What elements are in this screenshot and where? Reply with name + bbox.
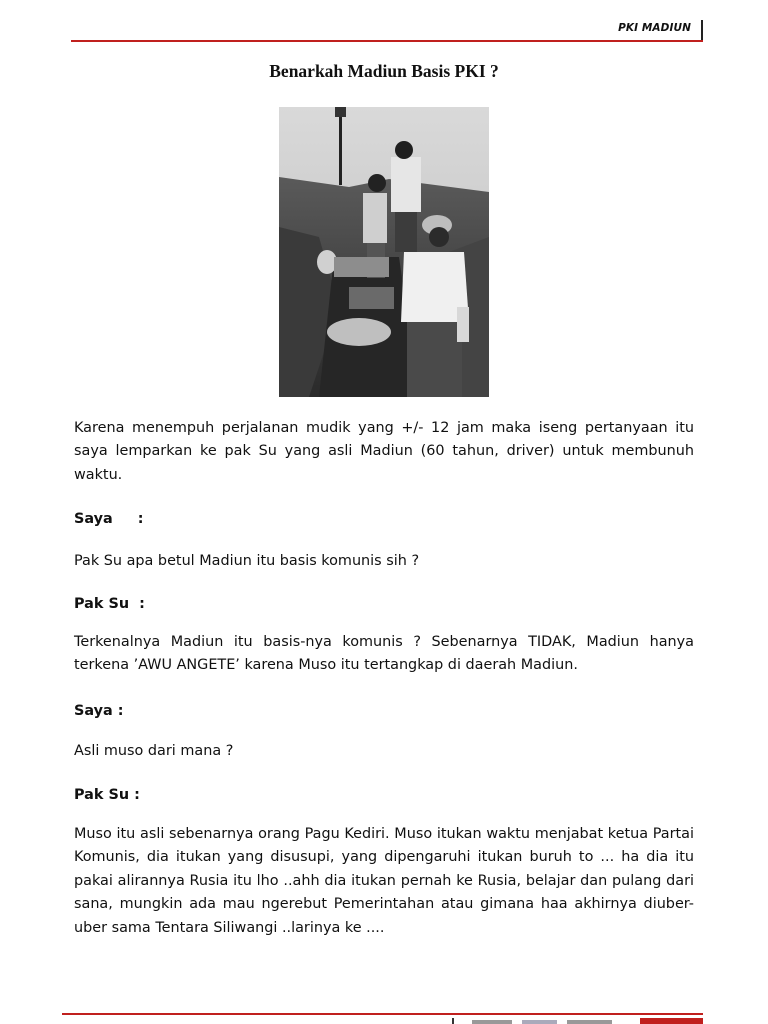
historical-photo-icon: [279, 107, 489, 397]
speaker-label: Saya :: [74, 703, 124, 719]
paragraph-answer: Muso itu asli sebenarnya orang Pagu Kediri. Muso itukan waktu menjabat ketua Partai Komunis, dia itukan yang disusupi, yang dipengaruhi itukan buruh to ... ha dia itu pakai alirannya Rusia itu lho ..ahh dia itukan pernah ke Rusia, belajar dan pulang dari sana, mungkin ada mau ngerebut Pemerintahan atau gimana haa akhirnya diuber-uber sama Tentara Siliwangi ..larinya ke ....: [74, 826, 694, 936]
footer-page-mark: [640, 1018, 703, 1024]
footer-rule: [62, 1013, 703, 1015]
footer-text-cropped: [452, 1018, 622, 1024]
header-rule: [71, 40, 703, 42]
speaker-label: Saya :: [74, 511, 144, 527]
paragraph-question: Pak Su apa betul Madiun itu basis komunis sih ?: [74, 553, 420, 569]
header-divider: [701, 20, 703, 42]
speaker-label: Pak Su :: [74, 596, 145, 612]
speaker-label: Pak Su :: [74, 787, 140, 803]
paragraph-answer: Terkenalnya Madiun itu basis-nya komunis ? Sebenarnya TIDAK, Madiun hanya terkena ’AWU ANGETE’ karena Muso itu tertangkap di daerah Madiun.: [74, 634, 694, 674]
paragraph-question: Asli muso dari mana ?: [74, 743, 234, 759]
paragraph-intro: Karena menempuh perjalanan mudik yang +/- 12 jam maka iseng pertanyaan itu saya lemparkan ke pak Su yang asli Madiun (60 tahun, driver) untuk membunuh waktu.: [74, 420, 694, 483]
header-label: PKI MADIUN: [618, 22, 691, 34]
page-title: Benarkah Madiun Basis PKI ?: [269, 61, 499, 81]
